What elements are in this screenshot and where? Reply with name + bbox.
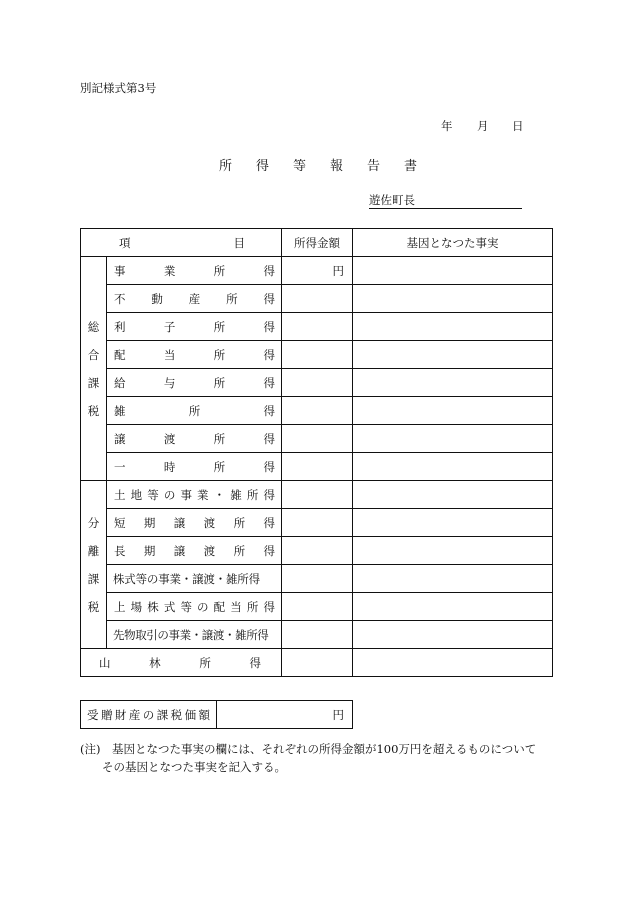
amount-cell[interactable]: [282, 313, 353, 341]
date-month-label: 月: [477, 119, 489, 133]
cause-cell[interactable]: [353, 565, 553, 593]
table-row: [81, 257, 553, 285]
addressee-line[interactable]: [369, 192, 522, 209]
amount-cell[interactable]: [282, 425, 353, 453]
gift-label: 受 贈 財 産 の 課 税 価 額: [81, 701, 217, 729]
cause-cell[interactable]: [353, 425, 553, 453]
addressee: 遊佐町長: [369, 193, 415, 207]
row-label: 利 子 所 得: [107, 313, 282, 341]
table-header-row: [81, 229, 553, 257]
footnote-line-1: (注) 基因となつた事実の欄には、それぞれの所得金額が100万円を超えるものについて: [80, 742, 537, 756]
amount-cell[interactable]: [282, 257, 353, 285]
amount-cell[interactable]: [282, 537, 353, 565]
cause-cell[interactable]: [353, 453, 553, 481]
amount-cell[interactable]: [282, 341, 353, 369]
cause-cell[interactable]: [353, 649, 553, 677]
amount-cell[interactable]: [282, 649, 353, 677]
date-year-label: 年: [441, 119, 453, 133]
amount-cell[interactable]: [282, 593, 353, 621]
amount-cell[interactable]: [282, 565, 353, 593]
row-label: 山 林 所 得: [81, 649, 282, 677]
sogo-group-label: 総 合 課 税: [81, 257, 107, 481]
cause-cell[interactable]: [353, 509, 553, 537]
table-row: [81, 397, 553, 425]
cause-cell[interactable]: [353, 369, 553, 397]
cause-cell[interactable]: [353, 621, 553, 649]
gift-table: [80, 700, 353, 729]
table-row: [81, 425, 553, 453]
title-char: 等: [293, 159, 307, 174]
title-char: 所: [219, 159, 233, 174]
row-label: 株式等の事業・譲渡・雑所得: [107, 565, 282, 593]
footnote-line-2: その基因となつた事実を記入する。: [102, 760, 286, 774]
row-label: 土 地 等 の 事 業 ・ 雑 所 得: [107, 481, 282, 509]
bunri-group-label: 分 離 課 税: [81, 481, 107, 649]
row-label: 雑 所 得: [107, 397, 282, 425]
amount-cell[interactable]: [282, 509, 353, 537]
cause-cell[interactable]: [353, 313, 553, 341]
row-label: 先物取引の事業・譲渡・雑所得: [107, 621, 282, 649]
document-title: [0, 155, 630, 174]
amount-cell[interactable]: [282, 621, 353, 649]
header-item: 項 目: [81, 229, 282, 257]
amount-cell[interactable]: [282, 397, 353, 425]
cause-cell[interactable]: [353, 481, 553, 509]
row-label: 譲 渡 所 得: [107, 425, 282, 453]
title-char: 得: [256, 159, 270, 174]
table-row: [81, 313, 553, 341]
date-day-label: 日: [512, 119, 524, 133]
cause-cell[interactable]: [353, 537, 553, 565]
cause-cell[interactable]: [353, 285, 553, 313]
row-label: 一 時 所 得: [107, 453, 282, 481]
table-row: [81, 285, 553, 313]
income-table: [80, 228, 553, 677]
row-label: 事 業 所 得: [107, 257, 282, 285]
table-row: [81, 509, 553, 537]
table-row: [81, 593, 553, 621]
table-row: [81, 701, 353, 729]
footnote: [80, 740, 560, 776]
table-row: [81, 649, 553, 677]
row-label: 配 当 所 得: [107, 341, 282, 369]
row-label: 給 与 所 得: [107, 369, 282, 397]
row-label: 短 期 譲 渡 所 得: [107, 509, 282, 537]
cause-cell[interactable]: [353, 593, 553, 621]
title-char: 告: [367, 159, 381, 174]
amount-cell[interactable]: [282, 369, 353, 397]
row-label: 上 場 株 式 等 の 配 当 所 得: [107, 593, 282, 621]
amount-cell[interactable]: [282, 453, 353, 481]
table-row: [81, 369, 553, 397]
cause-cell[interactable]: [353, 257, 553, 285]
form-number: 別記様式第3号: [80, 81, 157, 95]
table-row: [81, 537, 553, 565]
amount-cell[interactable]: [282, 481, 353, 509]
header-amount: 所得金額: [282, 229, 353, 257]
table-row: [81, 481, 553, 509]
yen-unit: 円: [332, 707, 344, 722]
row-label: 不 動 産 所 得: [107, 285, 282, 313]
header-cause: 基因となつた事実: [353, 229, 553, 257]
title-char: 書: [404, 159, 418, 174]
cause-cell[interactable]: [353, 397, 553, 425]
row-label: 長 期 譲 渡 所 得: [107, 537, 282, 565]
table-row: [81, 565, 553, 593]
table-row: [81, 341, 553, 369]
table-row: [81, 453, 553, 481]
yen-unit: 円: [332, 263, 344, 278]
table-row: [81, 621, 553, 649]
amount-cell[interactable]: [282, 285, 353, 313]
gift-amount-cell[interactable]: [217, 701, 353, 729]
cause-cell[interactable]: [353, 341, 553, 369]
title-char: 報: [330, 159, 344, 174]
